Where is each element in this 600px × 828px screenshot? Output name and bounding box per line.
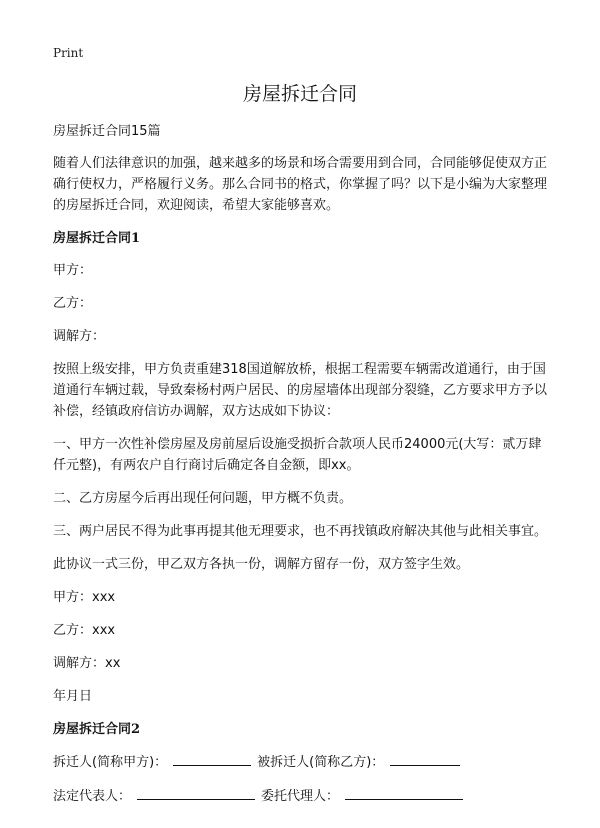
agent-blank[interactable] (345, 785, 463, 800)
mediator-line: 调解方： (53, 329, 106, 344)
party-b-line: 乙方： (53, 296, 93, 311)
intro-paragraph: 随着人们法律意识的加强，越来越多的场景和场合需要用到合同，合同能够促使双方正确行使权力，严格履行义务。那么合同书的格式，你掌握了吗？以下是小编为大家整理的房屋拆迁合同，欢迎阅读，希望大家能够喜欢。 (53, 156, 548, 213)
print-label[interactable]: Print (53, 46, 84, 60)
document-subtitle: 房屋拆迁合同15篇 (53, 124, 161, 139)
representatives-row (53, 785, 553, 807)
parties-row (53, 751, 553, 773)
section-heading-2: 房屋拆迁合同2 (53, 722, 141, 737)
signature-party-a: 甲方：xxx (53, 590, 116, 605)
party-a-line: 甲方： (53, 263, 93, 278)
copies-paragraph: 此协议一式三份，甲乙双方各执一份，调解方留存一份，双方签字生效。 (53, 557, 470, 572)
demolisher-blank[interactable] (173, 751, 251, 766)
demolishee-label: 被拆迁人(简称乙方)： (257, 755, 385, 770)
signature-party-b: 乙方：xxx (53, 623, 116, 638)
demolishee-blank[interactable] (390, 751, 460, 766)
page-title: 房屋拆迁合同 (242, 83, 357, 105)
legal-rep-label: 法定代表人： (53, 789, 132, 804)
document-body (53, 121, 553, 819)
signature-mediator: 调解方：xx (53, 656, 121, 671)
date-line: 年月日 (53, 689, 93, 704)
clause-1-paragraph: 一、甲方一次性补偿房屋及房前屋后设施受损折合款项人民币24000元(大写：贰万肆仟元整)，有两农户自行商讨后确定各自金额，即xx。 (53, 437, 542, 473)
clause-2-paragraph: 二、乙方房屋今后再出现任何问题，甲方概不负责。 (53, 491, 353, 506)
agent-label: 委托代理人： (261, 789, 340, 804)
legal-rep-blank[interactable] (137, 785, 255, 800)
section-heading-1: 房屋拆迁合同1 (53, 231, 141, 246)
clause-3-paragraph: 三、两户居民不得为此事再提其他无理要求，也不再找镇政府解决其他与此相关事宜。 (53, 524, 548, 539)
agreement-body-paragraph: 按照上级安排，甲方负责重建318国道解放桥，根据工程需要车辆需改道通行，由于国道通行车辆过载，导致秦杨村两户居民、的房屋墙体出现部分裂缝，乙方要求甲方予以补偿，经镇政府信访办调解，双方达成如下协议： (53, 362, 548, 419)
demolisher-label: 拆迁人(简称甲方)： (53, 755, 168, 770)
